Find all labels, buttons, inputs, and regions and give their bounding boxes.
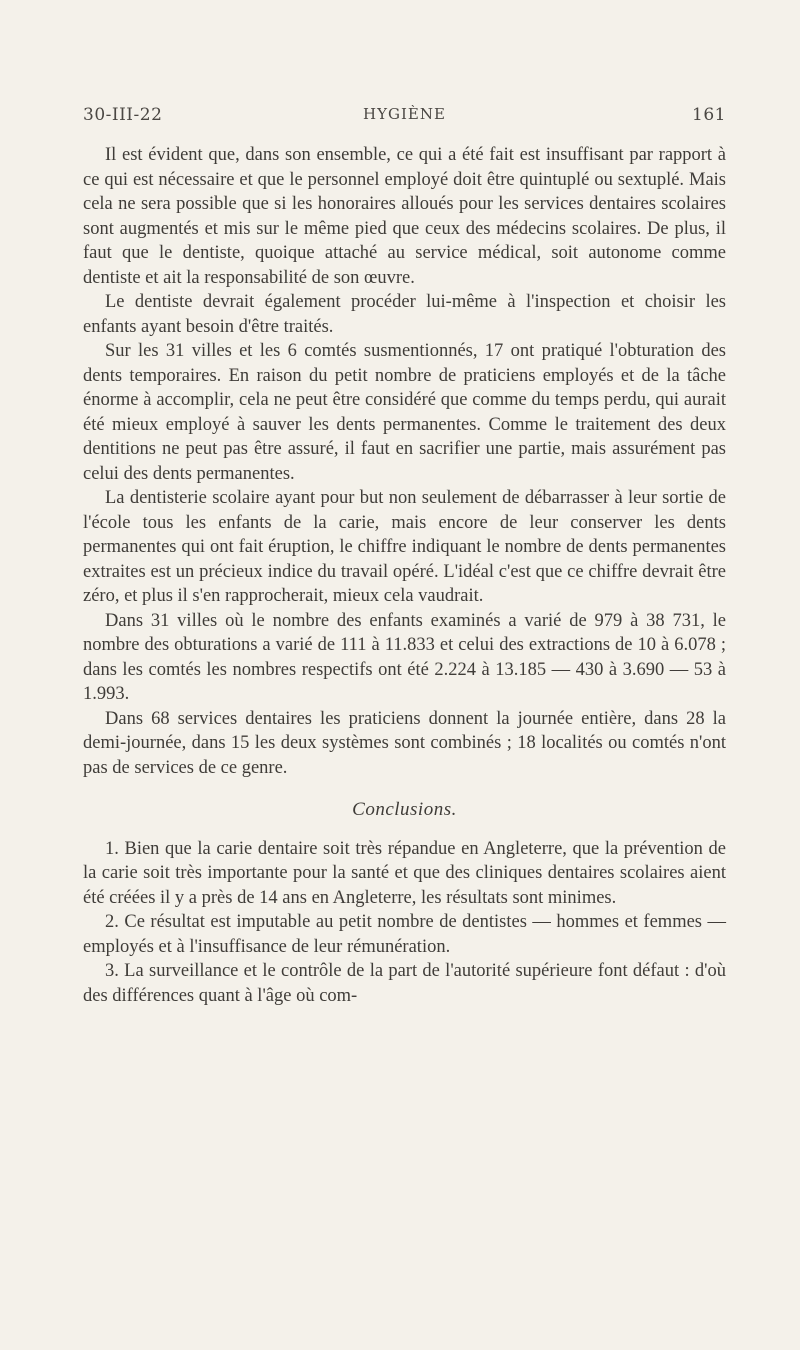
book-page: [83, 105, 726, 1008]
paragraph: Sur les 31 villes et les 6 comtés susmentionnés, 17 ont pratiqué l'obturation des dents temporaires. En raison du petit nombre de praticiens employés et de la tâche énorme à accomplir, cela ne peut être considéré que comme du temps perdu, qui aurait été mieux employé à sauver les dents permanentes. Comme le traitement des deux dentitions ne peut pas être assuré, il faut en sacrifier une partie, mais assurément pas celui des dents permanentes.: [83, 341, 726, 484]
page-number: 161: [692, 105, 726, 125]
paragraph: Dans 31 villes où le nombre des enfants examinés a varié de 979 à 38 731, le nombre des obturations a varié de 111 à 11.833 et celui des extractions de 10 à 6.078 ; dans les comtés les nombres respectifs ont été 2.224 à 13.185 — 430 à 3.690 — 53 à 1.993.: [83, 610, 726, 704]
body-text: [83, 143, 726, 1008]
conclusion-item: 1. Bien que la carie dentaire soit très répandue en Angleterre, que la prévention de la carie soit très importante pour la santé et que des cliniques dentaires scolaires aient été créées il y a près de 14 ans en Angleterre, les résultats sont minimes.: [83, 838, 726, 908]
running-header: [83, 105, 726, 131]
conclusion-item: 2. Ce résultat est imputable au petit nombre de dentistes — hommes et femmes — employés et à l'insuffisance de leur rémunération.: [83, 912, 726, 957]
conclusion-item: 3. La surveillance et le contrôle de la part de l'autorité supérieure font défaut : d'où des différences quant à l'âge où com-: [83, 961, 726, 1006]
paragraph: La dentisterie scolaire ayant pour but non seulement de débarrasser à leur sortie de l'école tous les enfants de la carie, mais encore de leur conserver les dents permanentes qui ont fait éruption, le chiffre indiquant le nombre de dents permanentes extraites est un précieux indice du travail opéré. L'idéal c'est que ce chiffre devrait être zéro, et plus il s'en rapprocherait, mieux cela vaudrait.: [83, 488, 726, 606]
header-title: HYGIÈNE: [363, 105, 446, 123]
paragraph: Dans 68 services dentaires les praticiens donnent la journée entière, dans 28 la demi-journée, dans 15 les deux systèmes sont combinés ; 18 localités ou comtés n'ont pas de services de ce genre.: [83, 708, 726, 778]
header-date: 30-III-22: [83, 105, 163, 125]
section-heading: Conclusions.: [352, 799, 457, 820]
paragraph: Il est évident que, dans son ensemble, ce qui a été fait est insuffisant par rapport à ce qui est nécessaire et que le personnel employé doit être quintuplé ou sextuplé. Mais cela ne sera possible que si les honoraires alloués pour les services dentaires scolaires sont augmentés et mis sur le même pied que ceux des médecins scolaires. De plus, il faut que le dentiste, quoique attaché au service médical, soit autonome comme dentiste et ait la responsabilité de son œuvre.: [83, 145, 726, 288]
paragraph: Le dentiste devrait également procéder lui-même à l'inspection et choisir les enfants ayant besoin d'être traités.: [83, 292, 726, 337]
